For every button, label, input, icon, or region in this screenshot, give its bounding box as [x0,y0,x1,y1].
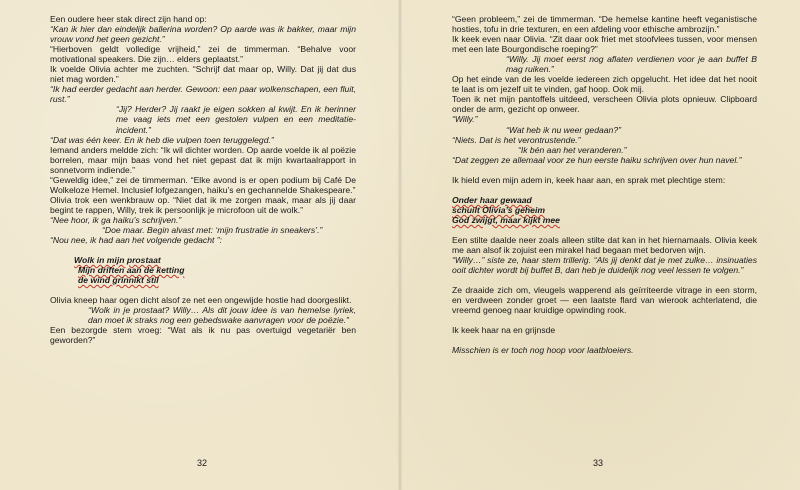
paragraph: “Nee hoor, ik ga haiku’s schrijven.” [50,214,182,225]
paragraph: Olivia trok een wenkbrauw op. “Niet dat ik me zorgen maak, maar als jij daar begint te rappen, Willy, trek ik persoonlijk je microfoon uit de wolk.” [50,194,356,215]
right-poem-line-1: Onder haar gewaad [452,194,532,205]
right-paragraphs [452,14,757,165]
paragraph: “Ik bén aan het veranderen.” [518,144,627,155]
paragraph: “Dat zeggen ze allemaal voor ze hun eerste haiku schrijven over hun navel.” [452,154,742,165]
paragraph: “Ik had eerder gedacht aan herder. Gewoon: een paar wolkenschapen, een fluit, rust.” [50,84,356,105]
paragraph: “Niets. Dat is het verontrustende.” [452,134,581,145]
right-stare-line: Ik keek haar na en grijnsde [452,325,556,336]
right-paragraphs-after-poem [452,235,757,275]
paragraph: “Nou nee, ik had aan het volgende gedacht ”: [50,235,222,246]
paragraph: Op het einde van de les voelde iedereen zich opgelucht. Het idee dat het nooit te laat is om jezelf uit te vinden, gaf hoop. Ook mij. [452,74,757,95]
paragraph: “Willy…” siste ze, haar stem trillerig. “Als jij denkt dat je met zulke… insinuaties ooit dichter wordt bij buffet B, dan heb je duidelijk nog veel lessen te volgen.” [452,254,757,276]
paragraph: Iemand anders meldde zich: “Ik wil dichter worden. Op aarde voelde ik al poëzie borrelen, maar mijn baas vond het niet gepast dat ik mijn kwartaalrapport in sonnetvorm indiende.” [50,144,356,175]
right-poem [452,195,757,225]
right-closing-line: Misschien is er toch nog hoop voor laatbloeiers. [452,345,634,356]
paragraph: “Kan ik hier dan eindelijk ballerina worden? Op aarde was ik bakker, maar mijn vrouw vond het geen gezicht.” [50,24,356,45]
right-page-text [452,14,757,355]
paragraph: Ze draaide zich om, vleugels wapperend als geïrriteerde vitrage in een storm, en verdween zonder groet — een laatste flard van wierook achterlatend, die vreemd genoeg naar kruidige opwinding rook. [452,285,757,316]
paragraph: “Jij? Herder? Jij raakt je eigen sokken al kwijt. En ik herinner me vaag iets met een gestolen vulpen en een meditatie-incident.” [116,104,356,135]
paragraph: Een oudere heer stak direct zijn hand op: [50,14,207,24]
right-breath-line: Ik hield even mijn adem in, keek haar aan, en sprak met plechtige stem: [452,174,726,185]
paragraph: “Geweldig idee,” zei de timmerman. “Elke avond is er open podium bij Café De Wolkeloze Hemel. Inclusief lofgezangen, haiku’s en gechannelde Shakespeare.” [50,174,356,195]
paragraph: Ik keek even naar Olivia. “Zit daar ook friet met stoofvlees tussen, voor mensen met een late Bourgondische roeping?” [452,34,757,55]
right-poem-line-2: schuilt Olivia’s geheim [452,204,545,215]
left-poem-line-3: de wind grinnikt stil [78,275,159,286]
right-page [400,0,800,490]
paragraph: Een bezorgde stem vroeg: “Wat als ik nu pas overtuigd vegetariër ben geworden?” [50,325,356,346]
paragraph: “Doe maar. Begin alvast met: ‘mijn frustratie in sneakers’.” [102,224,323,235]
left-poem-line-1: Wolk in mijn prostaat [74,255,161,266]
left-page-text [50,14,356,345]
left-paragraphs [50,14,356,245]
paragraph: “Willy.” [452,114,478,125]
paragraph: “Willy. Jij moet eerst nog aflaten verdienen voor je aan buffet B mag ruiken.” [506,54,757,75]
paragraph: Toen ik net mijn pantoffels uitdeed, verscheen Olivia plots opnieuw. Clipboard onder de arm, gezicht op onweer. [452,94,757,115]
paragraph: “Dat was één keer. En ik heb die vulpen toen teruggelegd.” [50,134,274,145]
paragraph: “Wat heb ik nu weer gedaan?” [506,124,621,135]
left-paragraphs-after-poem [50,295,356,345]
left-poem [50,255,356,285]
paragraph: “Hierboven geldt volledige vrijheid,” zei de timmerman. “Behalve voor motivational speakers. Die zijn… elders geplaatst.” [50,44,356,65]
page-number-right: 33 [592,458,603,468]
paragraph: Olivia kneep haar ogen dicht alsof ze net een ongewijde hostie had doorgeslikt. [50,295,352,306]
left-poem-line-2: Mijn driften aan de ketting [78,265,185,276]
right-paragraph-departure [452,285,757,315]
paragraph: Ik voelde Olivia achter me zuchten. “Schrijf dat maar op, Willy. Dat jij dat dus niet mag worden.” [50,64,356,85]
right-poem-line-3: God zwijgt, maar kijkt mee [452,214,560,225]
paragraph: “Geen probleem,” zei de timmerman. “De hemelse kantine heeft veganistische hosties, tofu in drie texturen, en een afdeling voor ethische ambrozijn.” [452,14,757,35]
page-number-left: 32 [197,458,208,468]
paragraph: “Wolk in je prostaat? Willy… Als dit jouw idee is van hemelse lyriek, dan moet ik straks nog een gebedswake aanvragen voor de poëzie.” [88,305,356,326]
paragraph: Een stilte daalde neer zoals alleen stilte dat kan in het hiernamaals. Olivia keek me aan alsof ik zojuist een mirakel had begaan met bedorven wijn. [452,234,757,255]
